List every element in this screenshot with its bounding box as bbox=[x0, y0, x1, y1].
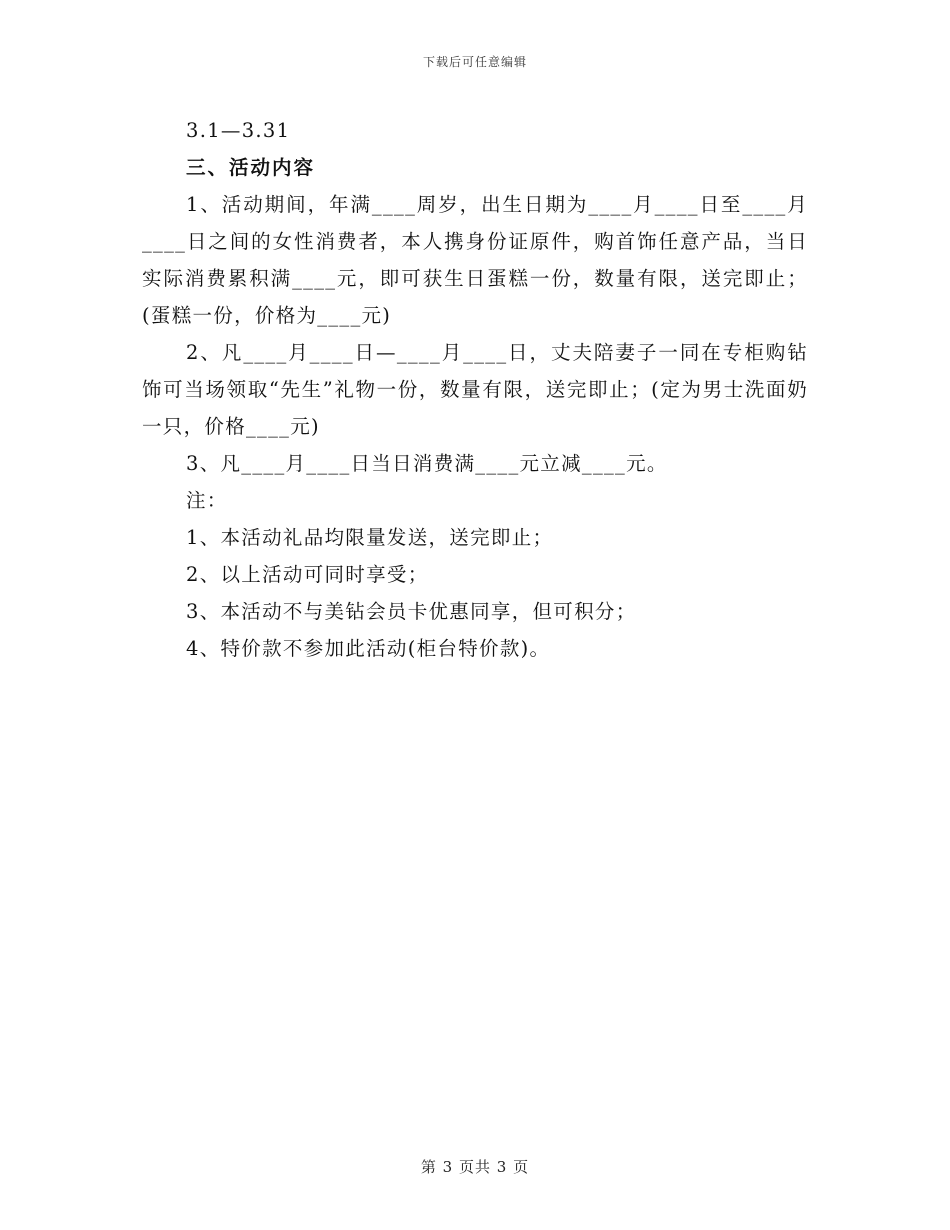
page-footer: 第 3 页共 3 页 bbox=[420, 1158, 530, 1176]
note-item-3: 3、本活动不与美钻会员卡优惠同享，但可积分； bbox=[186, 600, 637, 623]
page-header: 下载后可任意编辑 bbox=[422, 55, 527, 69]
document-body bbox=[142, 112, 808, 667]
date-range: 3.1—3.31 bbox=[186, 119, 291, 142]
activity-item-2: 2、凡____月____日—____月____日，丈夫陪妻子一同在专柜购钻饰可当场领取“先生”礼物一份，数量有限，送完即止；(定为男士洗面奶一只，价格____元) bbox=[142, 341, 808, 438]
section-heading: 三、活动内容 bbox=[186, 156, 316, 179]
activity-item-3: 3、凡____月____日当日消费满____元立减____元。 bbox=[186, 452, 668, 475]
note-label: 注： bbox=[186, 489, 228, 512]
note-item-4: 4、特价款不参加此活动(柜台特价款)。 bbox=[186, 637, 551, 660]
note-item-2: 2、以上活动可同时享受； bbox=[186, 563, 429, 586]
note-item-1: 1、本活动礼品均限量发送，送完即止； bbox=[186, 526, 554, 549]
activity-item-1: 1、活动期间，年满____周岁，出生日期为____月____日至____月____日之间的女性消费者，本人携身份证原件，购首饰任意产品，当日实际消费累积满____元，即可获生日蛋糕一份，数量有限，送完即止；(蛋糕一份，价格为____元) bbox=[142, 193, 808, 327]
